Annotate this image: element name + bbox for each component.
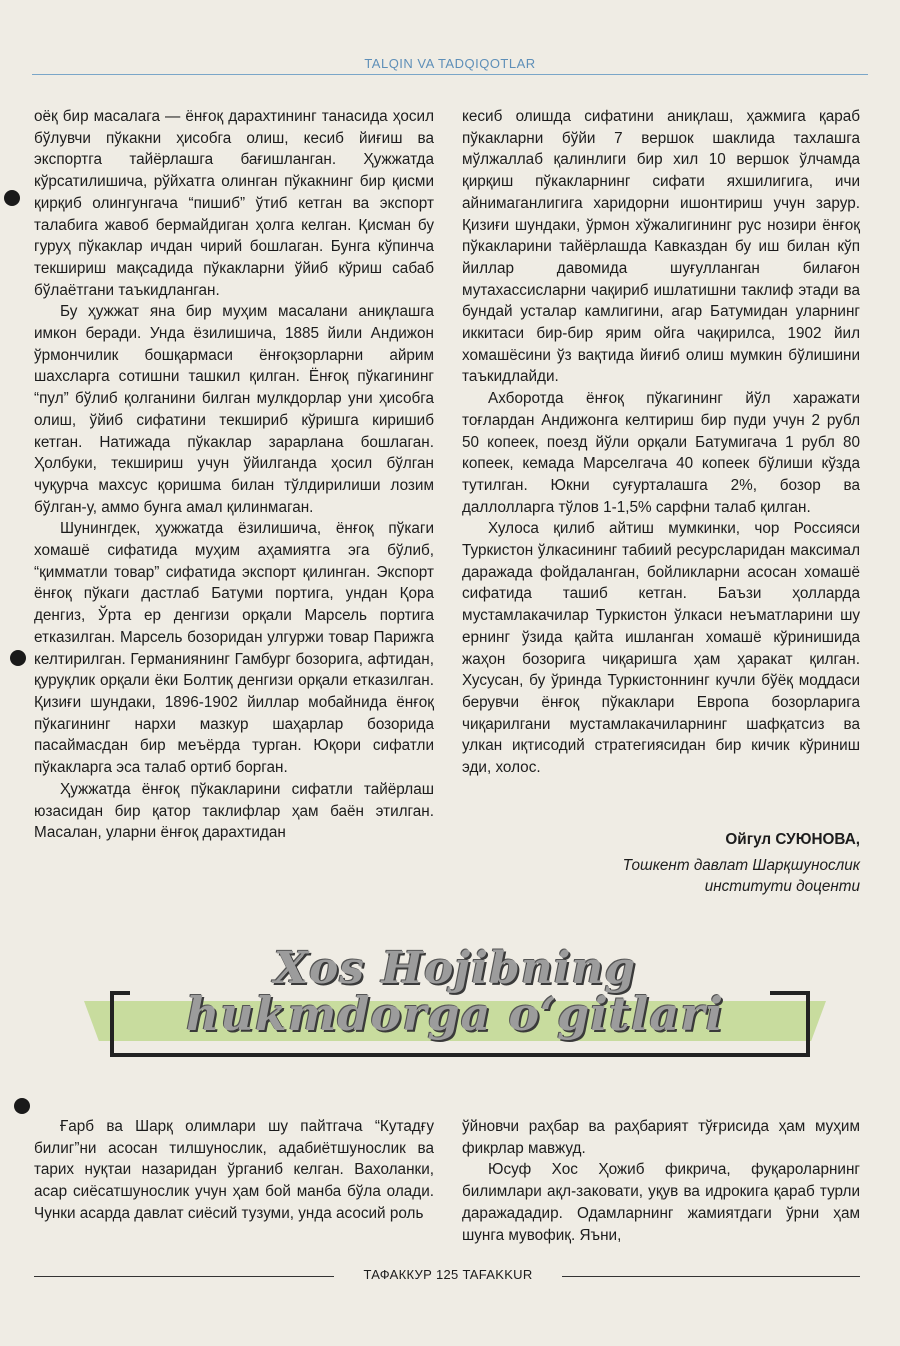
article2-right-column bbox=[462, 1116, 860, 1246]
article1-right-column bbox=[462, 106, 860, 779]
paragraph: Бу ҳужжат яна бир муҳим масалани аниқлашга имкон беради. Унда ёзилишича, 1885 йили Андижон ўрмончилик бошқармаси ёнғоқзорларни айрим шахсларга сотишни ташкил қилган. Ёнғоқ пўкагининг “пул” бўлиб қолганини билган мулкдорлар уни ҳисобга олиш, ўйиб сифатини текшириб кўришга киришиб кетган. Натижада пўкаклар зарарлана бошлаган. Ҳолбуки, текшириш учун ўйилганда ҳосил бўлган чуқурча махсус қоришма билан тўлдирилиши лозим бўлган-у, аммо бунга амал қилинмаган. bbox=[34, 303, 434, 516]
paragraph: ўйновчи раҳбар ва раҳбарият тўғрисида ҳам муҳим фикрлар мавжуд. bbox=[462, 1118, 860, 1157]
paragraph: Ахборотда ёнғоқ пўкагининг йўл харажати тоғлардан Андижонга келтириш бир пуди учун 2 рубл 50 копеек, поезд йўли орқали Батумигача 1 рубл 80 копеек, кемада Марселгача 40 копеек бўлиши кўзда тутилган. Юкни суғурталашга 2%, бозор ва даллолларга тўлов 1-1,5% сарфни талаб қилган. bbox=[462, 390, 860, 516]
paragraph: Ҳужжатда ёнғоқ пўкакларини сифатли тайёрлаш юзасидан бир қатор таклифлар ҳам баён этилган. Масалан, уларни ёнғоқ дарахтидан bbox=[34, 780, 434, 842]
footer-divider-right bbox=[562, 1276, 860, 1277]
footer-divider-left bbox=[34, 1276, 334, 1277]
punch-hole bbox=[14, 1098, 30, 1114]
author-role-line1: Тошкент давлат Шарқшунослик bbox=[622, 856, 860, 874]
paragraph: Хулоса қилиб айтиш мумкинки, чор Россияси Туркистон ўлкасининг табиий ресурсларидан максимал даражада фойдаланган, бойликларни асосан хомашё сифатида ташиб кетган. Баъзи ҳолларда мустамлакачилар Туркистон ўлкаси неъматларини шу ернинг ўзида қайта ишланган хомашё кўринишида жаҳон бозорига чиқаришга ҳам ҳаракат қилган. Хусусан, бу ўринда Туркистоннинг кучли бўёқ моддаси берувчи ёнғоқ пўкаклари Европа бозорларига чиқарилгани мустамлакачиларнинг шафқатсиз ва улкан иқтисодий стратегиясидан бир кичик кўриниш эди, холос. bbox=[462, 520, 860, 777]
author-signature bbox=[462, 829, 860, 898]
article2-title-banner bbox=[70, 935, 840, 1085]
author-role-line2: институти доценти bbox=[704, 878, 860, 896]
paragraph: Юсуф Хос Ҳожиб фикрича, фуқароларнинг билимлари ақл-заковати, уқув ва идрокига қараб турли даражададир. Одамларнинг жамиятдаги ўрни ҳам шунга мувофиқ. Яъни, bbox=[462, 1161, 860, 1244]
paragraph: Ғарб ва Шарқ олимлари шу пайтгача “Кутадғу билиг”ни асосан тилшунослик, адабиётшунослик ва тарих нуқтаи назаридан ўрганиб келган. Вахоланки, асар сиёсатшунослик учун ҳам бой манба бўла олади. Чунки асарда давлат сиёсий тузуми, унда асосий роль bbox=[34, 1118, 434, 1222]
header-divider bbox=[32, 74, 868, 75]
section-header: TALQIN VA TADQIQOTLAR bbox=[364, 56, 536, 71]
punch-hole bbox=[10, 650, 26, 666]
paragraph: Шунингдек, ҳужжатда ёзилишича, ёнғоқ пўкаги хомашё сифатида муҳим аҳамиятга эга бўлиб, “қимматли товар” сифатида экспорт қилинган. Экспорт ёнғоқ пўкаги дастлаб Батуми портига, ундан Қора денгиз, Ўрта ер денгизи орқали Марсель портига етказилган. Марсель бозоридан улгуржи товар Парижга келтирилган. Германиянинг Гамбург бозорига, афтидан, қуруқлик орқали ёки Болтиқ денгизи орқали етказилган. Қизиғи шундаки, 1896-1902 йиллар мобайнида ёнғоқ пўкагининг нархи мазкур шаҳарлар бозорида пасаймасдан бир меъёрда турган. Юқори сифатли пўкакларга эса талаб ортиб борган. bbox=[34, 520, 434, 777]
author-name: Ойгул СУЮНОВА, bbox=[725, 831, 860, 848]
page-footer: ТАФАККУР 125 TAFAKKUR bbox=[363, 1267, 533, 1282]
article2-title-line2: hukmdorga o‘gitlari bbox=[185, 987, 725, 1041]
paragraph: оёқ бир масалага — ёнғоқ дарахтининг танасида ҳосил бўлувчи пўкакни ҳисобга олиш, кесиб йиғиш ва экспортга тайёрлашга бағишланган. Ҳужжатда кўрсатилишича, рўйхатга олинган пўкакнинг бир қисми қирқиб олингунгача “пишиб” ўтиб кетган ва экспорт талабига жавоб бермайдиган ҳолга келган. Қисман бу гуруҳ пўкаклар ичдан чирий бошлаган. Бунга кўпинча текшириш мақсадида пўкакларни ўйиб кўриш сабаб бўлаётгани таъкидланган. bbox=[34, 108, 434, 299]
article2-left-column bbox=[34, 1116, 434, 1225]
article2-title-line1: Xos Hojibning bbox=[273, 943, 637, 994]
punch-hole bbox=[4, 190, 20, 206]
paragraph: кесиб олишда сифатини аниқлаш, ҳажмига қараб пўкакларни бўйи 7 вершок шаклида тахлашга мўлжаллаб қалинлиги бир хил 10 вершок ўлчамда қирқиш пўкакларнинг сифати яхшилигига, ичи айнимаганлигига харидорни ишонтириш учун зарур. Қизиғи шундаки, ўрмон хўжалигининг рус нозири ёнғоқ пўкакларини тайёрлашда Кавказдан бу иш билан кўп йиллар давомида шуғулланган билағон мутахассисларни чақириб ишлатишни таклиф этади ва бундай усталар камлигини, агар Батумидан уларнинг иккитаси бир-бир ярим ойга чақирилса, 1902 йил хомашёсини ўз вақтида йиғиб олиш мумкин бўлишини таъкидлайди. bbox=[462, 108, 860, 386]
article1-left-column bbox=[34, 106, 434, 844]
